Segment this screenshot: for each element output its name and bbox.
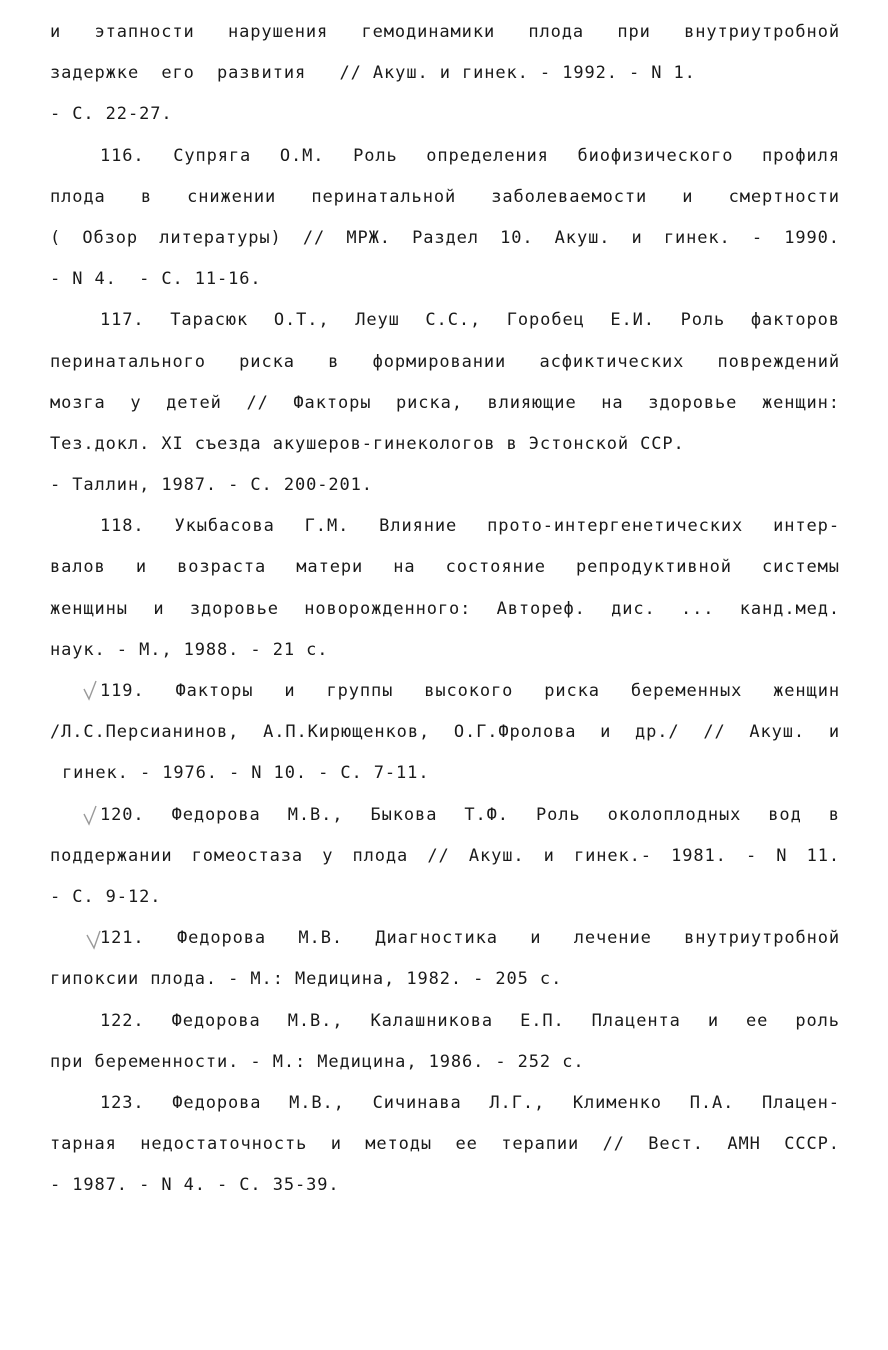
text-word: и bbox=[631, 227, 643, 248]
text-word: 1981. bbox=[671, 845, 727, 866]
text-line bbox=[50, 918, 840, 959]
text-word: 118. bbox=[100, 516, 145, 537]
text-word: дис. bbox=[611, 598, 656, 619]
text-word: Роль bbox=[353, 145, 398, 166]
text-word: Быкова bbox=[370, 804, 438, 825]
text-word: снижении bbox=[187, 186, 277, 207]
text-line bbox=[50, 383, 840, 424]
text-word: и bbox=[682, 186, 694, 207]
text-word: Укыбасова bbox=[174, 516, 275, 537]
text-word: 119. bbox=[100, 681, 145, 701]
text-word: - bbox=[751, 227, 764, 248]
text-line bbox=[50, 1001, 840, 1042]
text-word: /Л.С.Персианинов, bbox=[50, 722, 240, 743]
text-word: недостаточность bbox=[140, 1134, 308, 1155]
text-word: женщин bbox=[773, 681, 840, 701]
text-word: М.В., bbox=[287, 804, 344, 825]
text-line bbox=[50, 12, 840, 53]
text-word: гинек.- bbox=[573, 845, 652, 866]
text-word: здоровье bbox=[648, 392, 738, 413]
text-word: репродуктивной bbox=[575, 557, 732, 578]
text-line: наук. - М., 1988. - 21 с. bbox=[50, 639, 329, 660]
text-line bbox=[50, 177, 840, 218]
text-word: М.В., bbox=[289, 1092, 345, 1113]
text-line bbox=[50, 300, 840, 341]
text-word: этапности bbox=[94, 22, 195, 42]
text-word: С.С., bbox=[425, 310, 482, 331]
text-word: Вест. bbox=[648, 1134, 704, 1155]
text-word: на bbox=[601, 392, 624, 413]
text-word: П.А. bbox=[689, 1092, 735, 1113]
text-line bbox=[50, 547, 840, 588]
text-word: Е.П. bbox=[520, 1010, 565, 1031]
text-word: Т.Ф. bbox=[464, 804, 509, 825]
text-word: детей bbox=[166, 392, 222, 413]
text-word: риска bbox=[544, 681, 600, 701]
text-word: при bbox=[617, 22, 651, 42]
text-line: - N 4. - С. 11-16. bbox=[50, 269, 262, 290]
text-word: плода bbox=[50, 186, 106, 207]
text-word: женщин: bbox=[761, 392, 840, 413]
text-word: Влияние bbox=[379, 516, 458, 537]
text-line: - С. 22-27. bbox=[50, 104, 173, 125]
text-line: Тез.докл. XI съезда акушеров-гинекологов в Эстонской ССР. bbox=[50, 433, 685, 454]
text-word: гинек. bbox=[663, 227, 731, 248]
text-word: О.Т., bbox=[273, 310, 330, 331]
text-word: Федорова bbox=[172, 1092, 262, 1113]
text-word: поддержании bbox=[50, 845, 173, 866]
text-word: Акуш. bbox=[749, 722, 806, 743]
text-word: определения bbox=[426, 145, 549, 166]
text-word: // bbox=[302, 227, 326, 248]
text-word: Клименко bbox=[572, 1092, 662, 1113]
text-word: беременных bbox=[630, 681, 743, 701]
text-word: Роль bbox=[536, 804, 581, 825]
text-line: - 1987. - N 4. - С. 35-39. bbox=[50, 1175, 340, 1196]
text-word: группы bbox=[326, 681, 394, 701]
text-line: задержке его развития // Акуш. и гинек. - 1992. - N 1. bbox=[50, 63, 696, 84]
text-word: Федорова bbox=[176, 928, 267, 949]
text-word: 10. bbox=[500, 227, 534, 248]
text-word: заболеваемости bbox=[491, 186, 648, 207]
text-word: гемодинамики bbox=[361, 22, 496, 42]
text-word: новорожденного: bbox=[304, 598, 472, 619]
text-word: и bbox=[828, 722, 840, 743]
text-line bbox=[50, 342, 840, 383]
text-word: АМН bbox=[727, 1134, 761, 1155]
text-word: Г.М. bbox=[304, 516, 350, 537]
text-word: ... bbox=[681, 598, 715, 619]
text-line bbox=[50, 836, 840, 877]
text-word: 120. bbox=[100, 804, 145, 825]
text-line: при беременности. - М.: Медицина, 1986. - 252 с. bbox=[50, 1051, 585, 1072]
text-word: Леуш bbox=[355, 310, 400, 331]
handwritten-checkmark-icon bbox=[86, 929, 102, 951]
text-word: А.П.Кирющенков, bbox=[263, 722, 431, 743]
text-word: плода bbox=[352, 845, 409, 866]
text-word: N bbox=[776, 845, 788, 866]
text-word: Диагностика bbox=[375, 928, 498, 949]
text-word: Федорова bbox=[171, 1010, 261, 1031]
text-line bbox=[50, 712, 840, 753]
text-word: М.В., bbox=[287, 1010, 344, 1031]
text-word: интер- bbox=[773, 516, 840, 537]
text-word: у bbox=[322, 845, 334, 866]
text-word: ее bbox=[746, 1010, 769, 1031]
text-word: матери bbox=[296, 557, 364, 578]
text-line bbox=[50, 1124, 840, 1165]
text-word: МРЖ. bbox=[346, 227, 391, 248]
text-word: Роль bbox=[680, 310, 726, 331]
text-word: смертности bbox=[728, 186, 840, 207]
text-word: Автореф. bbox=[496, 598, 586, 619]
text-line: гинек. - 1976. - N 10. - С. 7-11. bbox=[62, 763, 430, 784]
text-word: 1990. bbox=[784, 227, 840, 248]
text-word: Раздел bbox=[412, 227, 479, 248]
bibliography-page bbox=[50, 12, 840, 1206]
text-word: Факторы bbox=[175, 681, 254, 701]
text-word: плода bbox=[528, 22, 585, 42]
text-word: Горобец bbox=[506, 310, 585, 331]
text-word: перинатального bbox=[50, 351, 206, 372]
text-word: Плацента bbox=[591, 1010, 681, 1031]
text-word: высокого bbox=[424, 681, 514, 701]
text-word: // bbox=[246, 392, 269, 413]
text-word: прото-интергенетических bbox=[487, 516, 744, 537]
text-word: у bbox=[130, 392, 142, 413]
text-word: ее bbox=[455, 1134, 478, 1155]
text-word: повреждений bbox=[717, 351, 840, 372]
text-word: гомеостаза bbox=[191, 845, 304, 866]
text-word: возраста bbox=[177, 557, 267, 578]
text-word: // bbox=[602, 1134, 625, 1155]
text-word: Факторы bbox=[293, 392, 372, 413]
text-word: и bbox=[153, 598, 165, 619]
text-word: ( bbox=[50, 227, 62, 248]
text-word: - bbox=[745, 845, 758, 866]
text-word: 11. bbox=[806, 845, 840, 866]
text-word: и bbox=[284, 681, 296, 701]
text-word: и bbox=[707, 1010, 719, 1031]
text-word: нарушения bbox=[227, 22, 329, 42]
text-word: О.Г.Фролова bbox=[453, 722, 577, 743]
text-word: Е.И. bbox=[610, 310, 655, 331]
handwritten-checkmark-icon bbox=[82, 805, 98, 827]
text-line bbox=[50, 506, 840, 547]
text-word: Акуш. bbox=[554, 227, 611, 248]
text-word: Тарасюк bbox=[170, 310, 249, 331]
text-word: профиля bbox=[762, 145, 840, 166]
text-line: - С. 9-12. bbox=[50, 886, 162, 907]
text-word: формировании bbox=[372, 351, 507, 372]
text-word: О.М. bbox=[279, 145, 325, 166]
text-line bbox=[50, 671, 840, 712]
text-word: литературы) bbox=[159, 227, 282, 248]
text-word: Л.Г., bbox=[489, 1092, 546, 1113]
text-word: 117. bbox=[100, 310, 145, 331]
text-word: вод bbox=[768, 804, 802, 825]
text-word: системы bbox=[762, 557, 840, 578]
text-word: // bbox=[703, 722, 726, 743]
text-word: СССР. bbox=[784, 1134, 840, 1155]
text-word: женщины bbox=[50, 598, 128, 619]
text-word: и bbox=[330, 1134, 342, 1155]
text-word: др./ bbox=[635, 722, 680, 743]
text-word: в bbox=[140, 186, 152, 207]
text-line bbox=[50, 218, 840, 259]
text-word: терапии bbox=[501, 1134, 580, 1155]
text-word: лечение bbox=[573, 928, 652, 949]
text-word: Калашникова bbox=[370, 1010, 493, 1031]
text-word: асфиктических bbox=[539, 351, 685, 372]
text-word: роль bbox=[795, 1010, 840, 1031]
text-word: и bbox=[530, 928, 542, 949]
text-word: Федорова bbox=[171, 804, 261, 825]
text-word: Супряга bbox=[173, 145, 252, 166]
text-word: состояние bbox=[445, 557, 546, 578]
text-word: Акуш. bbox=[468, 845, 525, 866]
text-word: и bbox=[135, 557, 147, 578]
text-line: гипоксии плода. - М.: Медицина, 1982. - 205 с. bbox=[50, 969, 563, 990]
text-line bbox=[50, 795, 840, 836]
text-word: 121. bbox=[100, 928, 145, 949]
text-word: Плацен- bbox=[762, 1092, 840, 1113]
text-word: факторов bbox=[750, 310, 840, 331]
text-word: Сичинава bbox=[372, 1092, 462, 1113]
text-word: и bbox=[50, 22, 62, 42]
text-word: канд.мед. bbox=[739, 598, 840, 619]
text-line: - Таллин, 1987. - С. 200-201. bbox=[50, 475, 373, 496]
text-word: 116. bbox=[100, 145, 145, 166]
text-word: влияющие bbox=[487, 392, 577, 413]
text-word: 123. bbox=[100, 1092, 145, 1113]
text-word: риска, bbox=[396, 392, 463, 413]
text-line bbox=[50, 589, 840, 630]
text-line bbox=[50, 136, 840, 177]
text-line bbox=[50, 1083, 840, 1124]
text-word: околоплодных bbox=[607, 804, 742, 825]
text-word: тарная bbox=[50, 1134, 117, 1155]
text-word: валов bbox=[50, 557, 106, 578]
text-word: Обзор bbox=[82, 227, 139, 248]
text-word: перинатальной bbox=[311, 186, 457, 207]
text-word: и bbox=[600, 722, 612, 743]
text-word: внутриутробной bbox=[684, 928, 840, 949]
text-word: М.В. bbox=[298, 928, 343, 949]
text-word: // bbox=[427, 845, 450, 866]
text-word: биофизического bbox=[577, 145, 734, 166]
text-word: в bbox=[328, 351, 340, 372]
text-word: в bbox=[828, 804, 840, 825]
text-word: мозга bbox=[50, 392, 106, 413]
handwritten-checkmark-icon bbox=[82, 680, 98, 702]
text-word: внутриутробной bbox=[684, 22, 840, 42]
text-word: и bbox=[543, 845, 555, 866]
text-word: риска bbox=[239, 351, 295, 372]
text-word: методы bbox=[365, 1134, 433, 1155]
text-word: на bbox=[393, 557, 416, 578]
text-word: здоровье bbox=[189, 598, 279, 619]
text-word: 122. bbox=[100, 1010, 145, 1031]
